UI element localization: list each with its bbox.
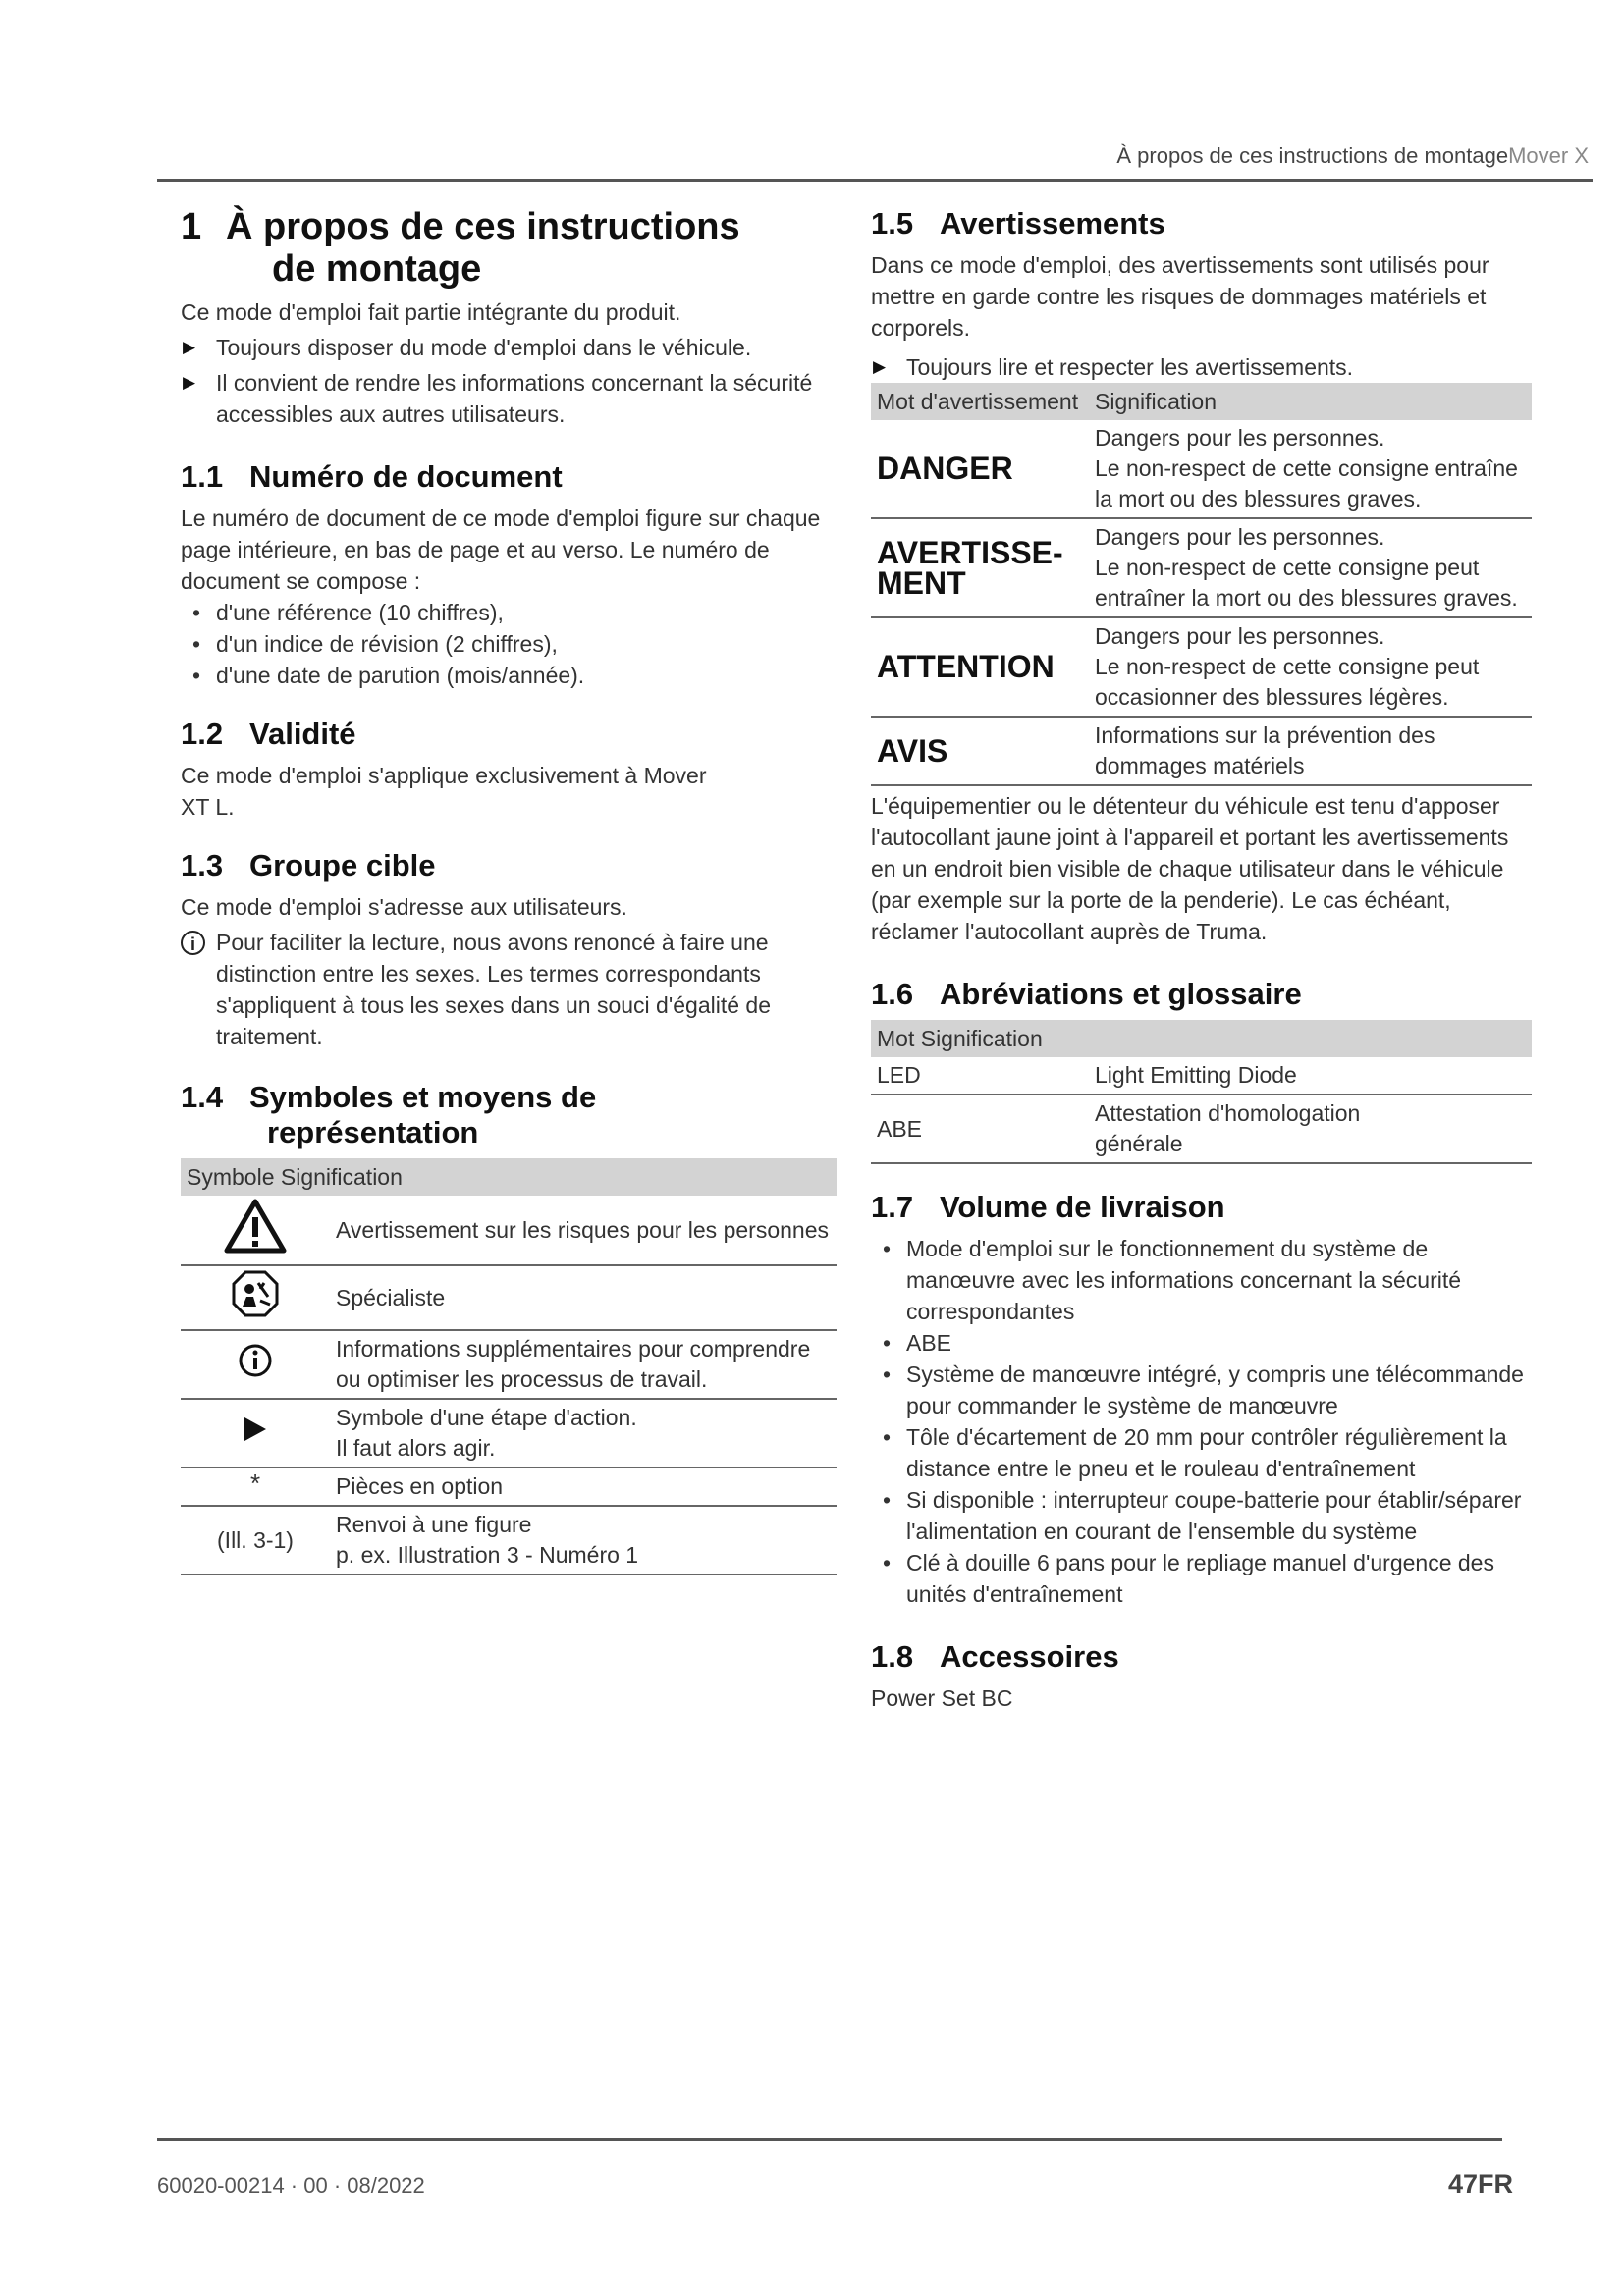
word-cell: ABE bbox=[871, 1095, 1089, 1163]
meaning-line2: Le non-respect de cette consigne entraîne la mort ou des blessures graves. bbox=[1095, 455, 1518, 511]
glossary-table bbox=[871, 1020, 1532, 1164]
symbol-cell bbox=[181, 1330, 330, 1399]
table-row bbox=[871, 1057, 1532, 1095]
table-row bbox=[871, 617, 1532, 717]
section-title bbox=[871, 1639, 1532, 1675]
section-title-text: Accessoires bbox=[940, 1639, 1119, 1674]
table-row bbox=[181, 1468, 837, 1506]
chapter-intro: Ce mode d'emploi fait partie intégrante du produit. bbox=[181, 299, 681, 325]
section-title bbox=[181, 459, 837, 495]
section-title-text: Avertissements bbox=[940, 206, 1165, 240]
warnings-table bbox=[871, 383, 1532, 786]
section-1-1 bbox=[181, 459, 837, 691]
bullet-list bbox=[181, 597, 837, 691]
specialist-icon bbox=[231, 1269, 280, 1318]
meaning-line2: Le non-respect de cette consigne peut occasionner des blessures légères. bbox=[1095, 654, 1480, 710]
section-1-2 bbox=[181, 717, 837, 823]
asterisk-icon: * bbox=[181, 1468, 330, 1506]
footer-rule bbox=[157, 2138, 1502, 2141]
col-header-meaning: Signification bbox=[280, 1164, 403, 1190]
list-item: • d'un indice de révision (2 chiffres), bbox=[181, 628, 837, 660]
table-row bbox=[181, 1265, 837, 1330]
list-item: • d'une référence (10 chiffres), bbox=[181, 597, 837, 628]
table-header-row bbox=[181, 1158, 837, 1196]
header-product: Mover X bbox=[1508, 143, 1589, 168]
chapter-title-line1: À propos de ces instructions bbox=[226, 206, 740, 247]
action-step: ▶ Toujours disposer du mode d'emploi dans le véhicule. bbox=[181, 332, 837, 363]
section-text: Dans ce mode d'emploi, des avertissements sont utilisés pour mettre en garde contre les risques de dommages matériels et corporels. bbox=[871, 252, 1489, 341]
list-item: • Si disponible : interrupteur coupe-batterie pour établir/séparer l'alimentation en courant de l'ensemble du système bbox=[871, 1484, 1532, 1547]
symbol-cell: (Ill. 3-1) bbox=[181, 1506, 330, 1575]
info-icon bbox=[238, 1343, 273, 1378]
symbols-table bbox=[181, 1158, 837, 1575]
action-step: ▶ Il convient de rendre les informations concernant la sécurité accessibles aux autres utilisateurs. bbox=[181, 367, 837, 430]
meaning-line1: Renvoi à une figure bbox=[336, 1512, 532, 1537]
list-item: • ABE bbox=[871, 1327, 1532, 1359]
col-header-meaning: Signification bbox=[920, 1026, 1043, 1051]
table-header bbox=[871, 1020, 1532, 1057]
table-row bbox=[181, 1330, 837, 1399]
list-item: • Mode d'emploi sur le fonctionnement du système de manœuvre avec les informations concernant la sécurité correspondantes bbox=[871, 1233, 1532, 1327]
chapter-title bbox=[181, 206, 837, 291]
word-cell: LED bbox=[871, 1057, 1089, 1095]
section-title-text: Groupe cible bbox=[249, 848, 436, 882]
section-1-6 bbox=[871, 977, 1532, 1164]
meaning-cell: Light Emitting Diode bbox=[1089, 1057, 1532, 1095]
table-row bbox=[871, 518, 1532, 617]
table-row bbox=[181, 1196, 837, 1265]
symbol-cell bbox=[181, 1265, 330, 1330]
left-column bbox=[181, 206, 837, 1575]
section-title bbox=[871, 206, 1532, 241]
table-row bbox=[181, 1399, 837, 1468]
table-row bbox=[871, 420, 1532, 518]
section-1-4 bbox=[181, 1080, 837, 1575]
table-header bbox=[181, 1158, 837, 1196]
action-step: ▶ Toujours lire et respecter les avertissements. bbox=[871, 351, 1532, 383]
section-1-8 bbox=[871, 1639, 1532, 1714]
meaning-cell bbox=[1089, 518, 1532, 617]
meaning-cell bbox=[1089, 617, 1532, 717]
col-header-word: Mot bbox=[877, 1026, 915, 1051]
info-icon: i bbox=[181, 931, 205, 955]
section-text: L'équipementier ou le détenteur du véhicule est tenu d'apposer l'autocollant jaune joint à l'appareil et portant les avertissements en un endroit bien visible de chaque utilisateur dans le véhicule (par exemple sur la porte de la penderie). Le cas échéant, réclamer l'autocollant auprès de Truma. bbox=[871, 793, 1509, 944]
col-header-symbol: Symbole bbox=[187, 1164, 275, 1190]
header-rule bbox=[157, 179, 1593, 182]
section-number: 1.1 bbox=[181, 459, 224, 494]
col-header-word: Mot d'avertissement bbox=[871, 383, 1089, 420]
meaning-line1: Dangers pour les personnes. bbox=[1095, 425, 1385, 451]
col-header-meaning: Signification bbox=[1089, 383, 1532, 420]
meaning-cell: Informations supplémentaires pour comprendre ou optimiser les processus de travail. bbox=[330, 1330, 837, 1399]
section-title-text: Numéro de document bbox=[249, 459, 563, 494]
section-title bbox=[181, 1080, 837, 1150]
meaning-cell bbox=[1089, 420, 1532, 518]
section-1-7 bbox=[871, 1190, 1532, 1610]
section-title bbox=[871, 977, 1532, 1012]
bullet-list bbox=[871, 1233, 1532, 1610]
signal-word: DANGER bbox=[871, 420, 1089, 518]
meaning-line1: Dangers pour les personnes. bbox=[1095, 623, 1385, 649]
meaning-line2: Le non-respect de cette consigne peut entraîner la mort ou des blessures graves. bbox=[1095, 555, 1518, 611]
info-note-text: Pour faciliter la lecture, nous avons renoncé à faire une distinction entre les sexes. Les termes correspondants s'appliquent à tous les sexes dans un souci d'égalité de traitement. bbox=[216, 930, 771, 1049]
warning-triangle-icon bbox=[224, 1199, 287, 1254]
table-row bbox=[871, 717, 1532, 785]
signal-word: AVERTISSE-MENT bbox=[871, 518, 1089, 617]
table-row bbox=[181, 1506, 837, 1575]
meaning-line1: Symbole d'une étape d'action. bbox=[336, 1405, 637, 1430]
section-number: 1.5 bbox=[871, 206, 914, 240]
meaning-cell: Informations sur la prévention des dommages matériels bbox=[1089, 717, 1532, 785]
section-1-5 bbox=[871, 206, 1532, 947]
list-item: • d'une date de parution (mois/année). bbox=[181, 660, 837, 691]
section-title-text: Abréviations et glossaire bbox=[940, 977, 1302, 1011]
meaning-cell: Attestation d'homologation générale bbox=[1089, 1095, 1532, 1163]
section-number: 1.3 bbox=[181, 848, 224, 882]
footer-doc-code: 60020-00214 · 00 · 08/2022 bbox=[157, 2173, 425, 2198]
chapter-number: 1 bbox=[181, 206, 202, 247]
header-section: À propos de ces instructions de montage bbox=[1116, 143, 1509, 168]
table-header-row bbox=[871, 1020, 1532, 1057]
section-title-text: Validité bbox=[249, 717, 356, 751]
section-text: Power Set BC bbox=[871, 1685, 1013, 1711]
section-text: Le numéro de document de ce mode d'emploi figure sur chaque page intérieure, en bas de page et au verso. Le numéro de document se compose : bbox=[181, 506, 821, 594]
section-title bbox=[181, 848, 837, 883]
list-item: • Système de manœuvre intégré, y compris une télécommande pour commander le système de manœuvre bbox=[871, 1359, 1532, 1421]
right-column bbox=[871, 206, 1532, 1714]
section-title-text: Volume de livraison bbox=[940, 1190, 1225, 1224]
section-title bbox=[181, 717, 837, 752]
signal-word: AVIS bbox=[871, 717, 1089, 785]
section-number: 1.7 bbox=[871, 1190, 914, 1224]
table-row bbox=[871, 1095, 1532, 1163]
section-number: 1.6 bbox=[871, 977, 914, 1011]
info-note bbox=[181, 927, 837, 1052]
meaning-cell bbox=[330, 1506, 837, 1575]
meaning-cell: Avertissement sur les risques pour les personnes bbox=[330, 1196, 837, 1265]
section-number: 1.2 bbox=[181, 717, 224, 751]
meaning-cell: Spécialiste bbox=[330, 1265, 837, 1330]
section-text: Ce mode d'emploi s'applique exclusivement à Mover XT L. bbox=[181, 763, 707, 820]
section-title-line2: représentation bbox=[267, 1115, 479, 1149]
running-header bbox=[1116, 143, 1589, 169]
symbol-cell bbox=[181, 1196, 330, 1265]
meaning-cell: Pièces en option bbox=[330, 1468, 837, 1506]
section-1-3 bbox=[181, 848, 837, 1052]
meaning-cell bbox=[330, 1399, 837, 1468]
meaning-line2: p. ex. Illustration 3 - Numéro 1 bbox=[336, 1542, 639, 1568]
section-number: 1.8 bbox=[871, 1639, 914, 1674]
chapter-title-line2: de montage bbox=[272, 248, 482, 290]
section-text: Ce mode d'emploi s'adresse aux utilisateurs. bbox=[181, 894, 627, 920]
list-item: • Clé à douille 6 pans pour le repliage manuel d'urgence des unités d'entraînement bbox=[871, 1547, 1532, 1610]
action-step-icon bbox=[243, 1415, 268, 1443]
list-item: • Tôle d'écartement de 20 mm pour contrôler régulièrement la distance entre le pneu et le rouleau d'entraînement bbox=[871, 1421, 1532, 1484]
meaning-line1: Dangers pour les personnes. bbox=[1095, 524, 1385, 550]
section-title-line1: Symboles et moyens de bbox=[249, 1080, 597, 1114]
symbol-cell bbox=[181, 1399, 330, 1468]
section-title bbox=[871, 1190, 1532, 1225]
section-number: 1.4 bbox=[181, 1080, 224, 1114]
page-number: 47FR bbox=[1448, 2169, 1514, 2199]
signal-word: ATTENTION bbox=[871, 617, 1089, 717]
meaning-line2: Il faut alors agir. bbox=[336, 1435, 496, 1461]
table-header-row bbox=[871, 383, 1532, 420]
